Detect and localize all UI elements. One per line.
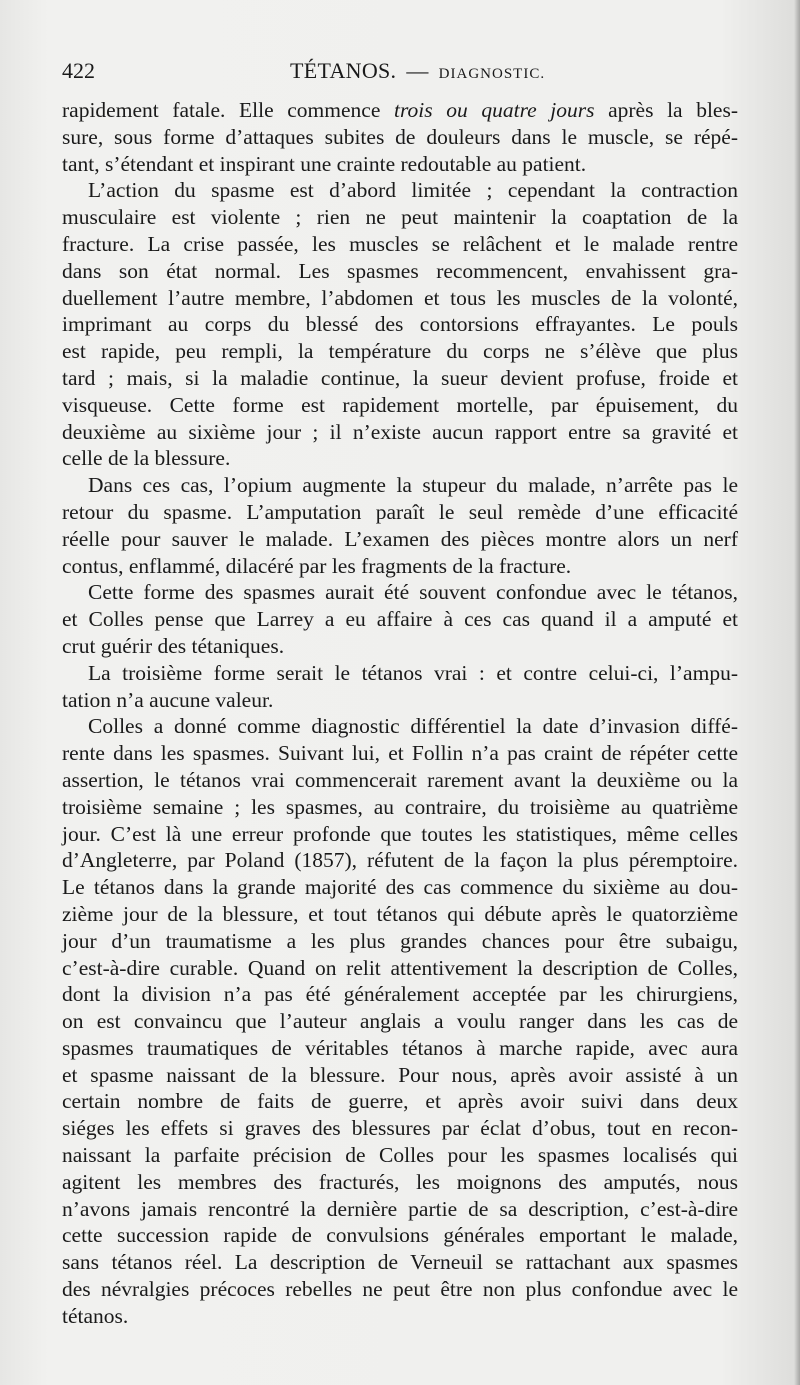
text-line: celle de la blessure. bbox=[62, 446, 231, 471]
paragraph bbox=[62, 579, 738, 659]
text-line: spasmes traumatiques de véritables tétanos à marche rapide, avec aura bbox=[62, 1035, 738, 1060]
paragraph bbox=[62, 472, 738, 579]
text-line: fracture. La crise passée, les muscles se relâchent et le malade rentre bbox=[62, 231, 738, 256]
text-line: L’action du spasme est d’abord limitée ; cependant la contraction bbox=[88, 178, 738, 203]
text-line: sans tétanos réel. La description de Verneuil se rattachant aux spasmes bbox=[62, 1250, 738, 1275]
chapter-title: TÉTANOS. bbox=[290, 58, 397, 83]
text-line: Dans ces cas, l’opium augmente la stupeur du malade, n’arrête pas le bbox=[88, 473, 738, 498]
text-line: visqueuse. Cette forme est rapidement mortelle, par épuisement, du bbox=[62, 392, 738, 417]
text-line: et spasme naissant de la blessure. Pour nous, après avoir assisté à un bbox=[62, 1062, 738, 1087]
text-line: imprimant au corps du blessé des contorsions effrayantes. Le pouls bbox=[62, 312, 738, 337]
text-line: certain nombre de faits de guerre, et après avoir suivi dans deux bbox=[62, 1089, 738, 1114]
text-line: des névralgies précoces rebelles ne peut être non plus confondue avec le bbox=[62, 1277, 738, 1302]
text-line: dont la division n’a pas été généralement acceptée par les chirurgiens, bbox=[62, 982, 738, 1007]
text-line: rapidement fatale. Elle commence trois ou quatre jours après la bles- bbox=[62, 98, 738, 122]
text-line: jour. C’est là une erreur profonde que toutes les statistiques, même celles bbox=[62, 821, 738, 846]
body-text bbox=[62, 97, 738, 1330]
text-line: siéges les effets si graves des blessures par éclat d’obus, tout en recon- bbox=[62, 1116, 738, 1141]
text-line: sure, sous forme d’attaques subites de douleurs dans le muscle, se répé- bbox=[62, 124, 738, 149]
title-dash: — bbox=[406, 58, 429, 83]
text-line: Cette forme des spasmes aurait été souvent confondue avec le tétanos, bbox=[88, 580, 738, 605]
text-line: cette succession rapide de convulsions générales emportant le malade, bbox=[62, 1223, 738, 1248]
paragraph bbox=[62, 660, 738, 714]
text-line: retour du spasme. L’amputation paraît le seul remède d’une efficacité bbox=[62, 499, 738, 524]
paragraph bbox=[62, 713, 738, 1329]
text-line: c’est-à-dire curable. Quand on relit attentivement la description de Colles, bbox=[62, 955, 738, 980]
text-line: dans son état normal. Les spasmes recommencent, envahissent gra- bbox=[62, 258, 738, 283]
text-line: agitent les membres des fracturés, les moignons des amputés, nous bbox=[62, 1169, 738, 1194]
text-line: tard ; mais, si la maladie continue, la sueur devient profuse, froide et bbox=[62, 365, 738, 390]
text-line: Le tétanos dans la grande majorité des cas commence du sixième au dou- bbox=[62, 875, 738, 900]
section-subtitle: DIAGNOSTIC. bbox=[438, 66, 546, 82]
text-line: tant, s’étendant et inspirant une crainte redoutable au patient. bbox=[62, 151, 587, 176]
text-line: zième jour de la blessure, et tout tétanos qui débute après le quatorzième bbox=[62, 901, 738, 926]
text-line: tation n’a aucune valeur. bbox=[62, 687, 274, 712]
paragraph bbox=[62, 97, 738, 177]
text-line: assertion, le tétanos vrai commencerait rarement avant la deuxième ou la bbox=[62, 767, 738, 792]
text-line: La troisième forme serait le tétanos vrai : et contre celui-ci, l’ampu- bbox=[88, 660, 738, 685]
text-line: tétanos. bbox=[62, 1303, 129, 1328]
text-line: naissant la parfaite précision de Colles pour les spasmes localisés qui bbox=[62, 1143, 738, 1168]
running-header bbox=[62, 58, 738, 90]
page-number: 422 bbox=[62, 58, 95, 83]
text-line: Colles a donné comme diagnostic différentiel la date d’invasion diffé- bbox=[88, 714, 738, 739]
text-line: contus, enflammé, dilacéré par les fragments de la fracture. bbox=[62, 553, 572, 578]
text-line: et Colles pense que Larrey a eu affaire à ces cas quand il a amputé et bbox=[62, 607, 738, 632]
text-line: jour d’un traumatisme a les plus grandes chances pour être subaigu, bbox=[62, 928, 738, 953]
text-line: duellement l’autre membre, l’abdomen et tous les muscles de la volonté, bbox=[62, 285, 738, 310]
running-title bbox=[290, 58, 545, 84]
text-line: réelle pour sauver le malade. L’examen des pièces montre alors un nerf bbox=[62, 526, 738, 551]
text-line: musculaire est violente ; rien ne peut maintenir la coaptation de la bbox=[62, 205, 738, 230]
text-line: n’avons jamais rencontré la dernière partie de sa description, c’est-à-dire bbox=[62, 1196, 738, 1221]
text-line: d’Angleterre, par Poland (1857), réfutent de la façon la plus péremptoire. bbox=[62, 848, 738, 873]
page-edge-shadow bbox=[794, 0, 800, 1385]
text-line: troisième semaine ; les spasmes, au contraire, du troisième au quatrième bbox=[62, 794, 738, 819]
text-line: on est convaincu que l’auteur anglais a voulu ranger dans les cas de bbox=[62, 1009, 738, 1034]
text-line: crut guérir des tétaniques. bbox=[62, 633, 285, 658]
text-line: rente dans les spasmes. Suivant lui, et Follin n’a pas craint de répéter cette bbox=[62, 741, 738, 766]
paragraph bbox=[62, 177, 738, 472]
text-line: est rapide, peu rempli, la température du corps ne s’élève que plus bbox=[62, 339, 738, 364]
text-line: deuxième au sixième jour ; il n’existe aucun rapport entre sa gravité et bbox=[62, 419, 738, 444]
